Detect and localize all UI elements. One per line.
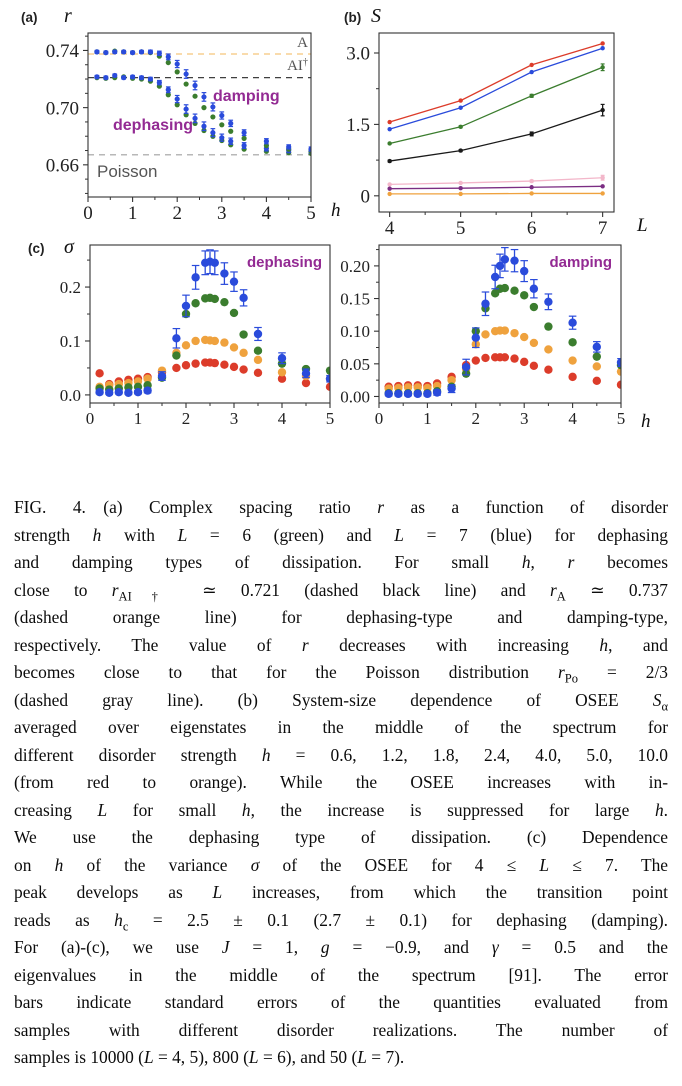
series-a-1 (94, 73, 313, 154)
data-point (211, 259, 219, 267)
data-point (530, 285, 538, 293)
panel-label-a: (a) (21, 10, 38, 25)
data-point (220, 298, 228, 306)
x-axis-title-c2: h (641, 411, 651, 432)
caption-line: samples is 10000 (L = 4, 5), 800 (L = 6), and 50 (L = 7). (14, 1047, 405, 1067)
caption-line: respectively. The value of r decreases with increasing h, and (14, 634, 668, 655)
data-point (462, 363, 470, 371)
data-point (458, 148, 462, 152)
svg-text:0.15: 0.15 (340, 289, 370, 309)
x-axis-title-a: h (331, 200, 341, 221)
data-point (254, 369, 262, 377)
data-point (510, 329, 518, 337)
svg-text:3: 3 (217, 202, 227, 224)
data-point (529, 191, 533, 195)
data-point (228, 139, 233, 144)
data-point (210, 114, 215, 119)
data-point (182, 302, 190, 310)
data-point (201, 124, 206, 129)
x-axis-title-b: L (637, 215, 648, 236)
data-point (491, 273, 499, 281)
data-point (593, 362, 601, 370)
data-point (593, 352, 601, 360)
data-point (600, 65, 604, 69)
svg-text:3: 3 (519, 409, 529, 428)
caption-line: bars indicate standard errors of the quantities evaluated from (14, 992, 668, 1012)
data-point (121, 49, 126, 54)
data-point (172, 334, 180, 342)
caption-line: strength h with L = 6 (green) and L = 7 (blue) for dephasing (14, 524, 668, 545)
y-axis-title-a: r (64, 5, 72, 27)
svg-text:0.1: 0.1 (59, 331, 81, 351)
svg-text:0.10: 0.10 (340, 322, 370, 342)
panel-label-b: (b) (344, 10, 362, 25)
data-point (172, 364, 180, 372)
data-point (242, 130, 247, 135)
data-point (568, 338, 576, 346)
y-axis-b (346, 44, 379, 208)
data-point (95, 388, 103, 396)
data-point (228, 121, 233, 126)
svg-text:0: 0 (85, 409, 95, 428)
data-point (387, 120, 391, 124)
data-point (387, 159, 391, 163)
data-point (175, 96, 180, 101)
data-point (103, 50, 108, 55)
data-point (529, 185, 533, 189)
data-point (157, 51, 162, 56)
svg-text:0: 0 (360, 186, 370, 208)
data-point (510, 287, 518, 295)
svg-text:2: 2 (172, 202, 182, 224)
data-point (239, 365, 247, 373)
data-point (130, 74, 135, 79)
data-point (520, 358, 528, 366)
data-point (191, 337, 199, 345)
series-c1-3 (95, 250, 334, 397)
data-point (520, 333, 528, 341)
caption-line: For (a)-(c), we use J = 1, g = −0.9, and γ = 0.5 and the (14, 937, 668, 957)
data-point (112, 49, 117, 54)
caption-line: (dashed orange line) for dephasing-type and damping-type, (14, 607, 668, 627)
data-point (239, 330, 247, 338)
data-point (254, 356, 262, 364)
svg-text:0.66: 0.66 (45, 155, 79, 177)
series-a-0 (94, 74, 313, 156)
panel-b (344, 5, 648, 239)
data-point (481, 354, 489, 362)
data-point (148, 49, 153, 54)
data-point (387, 182, 391, 186)
panel-a (21, 5, 341, 224)
data-point (148, 76, 153, 81)
data-point (387, 192, 391, 196)
annotation-dephasing: dephasing (246, 254, 322, 271)
data-point (530, 339, 538, 347)
data-point (394, 390, 402, 398)
caption-line: We use the dephasing type of dissipation. (c) Dependence (14, 827, 668, 847)
plot-area-b (387, 41, 604, 196)
data-point (593, 377, 601, 385)
data-point (600, 108, 604, 112)
data-point (278, 354, 286, 362)
data-point (103, 75, 108, 80)
x-axis-c1 (86, 403, 335, 428)
svg-text:0.20: 0.20 (340, 256, 370, 276)
annotation-AI: AI† (287, 57, 308, 74)
y-axis-title-c1: σ (64, 236, 74, 258)
data-point (501, 255, 509, 263)
data-point (529, 70, 533, 74)
data-point (423, 390, 431, 398)
data-point (529, 63, 533, 67)
data-point (139, 75, 144, 80)
data-point (433, 388, 441, 396)
data-point (600, 191, 604, 195)
data-point (201, 94, 206, 99)
data-point (219, 122, 224, 127)
svg-text:1: 1 (127, 202, 138, 224)
caption-line: becomes close to that for the Poisson distribution $r_{Po} = 2/3$ (14, 662, 668, 686)
svg-text:0: 0 (83, 202, 93, 224)
data-point (192, 83, 197, 88)
data-point (239, 349, 247, 357)
data-point (112, 73, 117, 78)
annotation-damping: damping (549, 254, 612, 271)
caption-line: FIG. 4. (a) Complex spacing ratio r as a function of disorder (14, 497, 668, 517)
x-axis-a (83, 197, 316, 224)
data-point (254, 330, 262, 338)
svg-text:5: 5 (455, 217, 466, 239)
data-point (191, 359, 199, 367)
data-point (184, 71, 189, 76)
data-point (458, 125, 462, 129)
data-point (175, 61, 180, 66)
data-point (211, 295, 219, 303)
data-point (568, 373, 576, 381)
data-point (568, 356, 576, 364)
svg-text:4: 4 (261, 202, 272, 224)
svg-text:1: 1 (133, 409, 143, 428)
caption-line: (from red to orange). While the OSEE increases with in- (14, 772, 668, 792)
data-point (184, 106, 189, 111)
figure-4-plots (0, 0, 682, 460)
svg-text:0.2: 0.2 (59, 278, 81, 298)
svg-text:0.74: 0.74 (45, 41, 79, 63)
data-point (458, 181, 462, 185)
caption-line: (dashed gray line). (b) System-size dependence of OSEE $S_\alpha$ (14, 689, 668, 713)
data-point (544, 322, 552, 330)
data-point (166, 54, 171, 59)
svg-text:4: 4 (277, 409, 287, 428)
data-point (192, 116, 197, 121)
series-b-5 (387, 184, 604, 191)
data-point (520, 267, 528, 275)
svg-text:0.00: 0.00 (340, 387, 370, 407)
svg-text:3.0: 3.0 (346, 43, 370, 65)
data-point (600, 46, 604, 50)
data-point (593, 343, 601, 351)
data-point (529, 132, 533, 136)
data-point (501, 353, 509, 361)
data-point (182, 361, 190, 369)
data-point (201, 105, 206, 110)
series-b-4 (387, 175, 604, 186)
data-point (219, 113, 224, 118)
data-point (220, 269, 228, 277)
annotation-A: A (297, 35, 308, 51)
x-axis-c2 (375, 403, 626, 428)
data-point (544, 345, 552, 353)
svg-text:6: 6 (526, 217, 537, 239)
data-point (600, 184, 604, 188)
data-point (219, 135, 224, 140)
data-point (210, 130, 215, 135)
data-point (184, 81, 189, 86)
data-point (387, 186, 391, 190)
data-point (544, 366, 552, 374)
data-point (230, 363, 238, 371)
data-point (230, 277, 238, 285)
plot-area-a (88, 49, 314, 156)
svg-text:0.70: 0.70 (45, 98, 79, 120)
svg-text:1: 1 (423, 409, 432, 428)
data-point (414, 390, 422, 398)
data-point (458, 186, 462, 190)
caption-line: eigenvalues in the middle of the spectrum [91]. The error (14, 964, 668, 985)
data-point (211, 337, 219, 345)
svg-text:2: 2 (181, 409, 191, 428)
annotation-Poisson: Poisson (97, 162, 158, 181)
series-a-3 (94, 49, 313, 151)
data-point (278, 368, 286, 376)
svg-text:0.0: 0.0 (59, 385, 81, 405)
data-point (175, 69, 180, 74)
data-point (139, 49, 144, 54)
data-point (520, 291, 528, 299)
data-point (501, 284, 509, 292)
data-point (124, 389, 132, 397)
data-point (481, 330, 489, 338)
data-point (220, 361, 228, 369)
data-point (264, 139, 269, 144)
svg-text:0: 0 (374, 409, 384, 428)
data-point (472, 334, 480, 342)
data-point (242, 136, 247, 141)
svg-text:3: 3 (229, 409, 239, 428)
panel-c1 (28, 236, 334, 428)
data-point (172, 351, 180, 359)
svg-text:5: 5 (616, 409, 626, 428)
series-c2-2 (384, 284, 625, 398)
svg-text:5: 5 (306, 202, 316, 224)
figure-caption (14, 494, 668, 1072)
data-point (458, 106, 462, 110)
data-point (191, 273, 199, 281)
data-point (286, 144, 291, 149)
svg-text:5: 5 (325, 409, 335, 428)
data-point (94, 74, 99, 79)
data-point (134, 388, 142, 396)
data-point (387, 141, 391, 145)
data-point (210, 104, 215, 109)
svg-text:7: 7 (597, 217, 608, 239)
data-point (220, 338, 228, 346)
data-point (600, 176, 604, 180)
data-point (239, 294, 247, 302)
data-point (143, 386, 151, 394)
data-point (192, 94, 197, 99)
panel-c2 (340, 245, 650, 432)
caption-line: and damping types of dissipation. For small h, r becomes (14, 552, 668, 572)
svg-text:4: 4 (384, 217, 395, 239)
svg-text:4: 4 (568, 409, 577, 428)
series-b-6 (387, 191, 604, 196)
data-point (115, 388, 123, 396)
data-point (530, 303, 538, 311)
panel-label-c1: (c) (28, 241, 45, 256)
annotation-dephasing: dephasing (113, 117, 194, 134)
data-point (529, 94, 533, 98)
data-point (458, 192, 462, 196)
data-point (121, 75, 126, 80)
caption-line: averaged over eigenstates in the middle of the spectrum for (14, 717, 668, 737)
annotation-damping: damping (213, 88, 280, 105)
data-point (384, 390, 392, 398)
data-point (501, 326, 509, 334)
y-axis-title-b: S (371, 5, 381, 27)
data-point (254, 346, 262, 354)
data-point (242, 143, 247, 148)
caption-line: reads as $h_c = 2.5 \pm 0.1$ (2.7 ± 0.1) for dephasing (damping). (14, 909, 668, 933)
series-b-1 (387, 46, 604, 131)
axes-box-b (379, 33, 614, 212)
caption-line: samples with different disorder realizations. The number of (14, 1019, 668, 1040)
data-point (166, 60, 171, 65)
caption-line: creasing L for small h, the increase is suppressed for large h. (14, 799, 668, 820)
data-point (472, 356, 480, 364)
data-point (230, 309, 238, 317)
data-point (510, 256, 518, 264)
y-axis-c1 (60, 260, 90, 405)
data-point (404, 390, 412, 398)
data-point (529, 179, 533, 183)
data-point (530, 362, 538, 370)
data-point (105, 389, 113, 397)
caption-line: close to $r_{AI\dagger}$ ≃ 0.721 (dashed black line) and $r_A$ ≃ 0.737 (14, 579, 668, 603)
svg-text:1.5: 1.5 (346, 115, 370, 137)
data-point (230, 343, 238, 351)
data-point (95, 369, 103, 377)
data-point (458, 98, 462, 102)
svg-text:0.05: 0.05 (340, 354, 370, 374)
y-axis-c2 (340, 250, 379, 407)
data-point (158, 372, 166, 380)
caption-line: peak develops as L increases, from which the transition point (14, 882, 668, 902)
data-point (228, 129, 233, 134)
x-axis-b (385, 212, 607, 239)
data-point (94, 49, 99, 54)
caption-line: different disorder strength h = 0.6, 1.2, 1.8, 2.4, 4.0, 5.0, 10.0 (14, 744, 668, 765)
caption-line: on h of the variance σ of the OSEE for 4 ≤ L ≤ 7. The (14, 854, 668, 875)
data-point (166, 87, 171, 92)
data-point (211, 359, 219, 367)
data-point (130, 50, 135, 55)
data-point (302, 369, 310, 377)
data-point (544, 298, 552, 306)
data-point (600, 41, 604, 45)
data-point (447, 384, 455, 392)
y-axis-a (46, 36, 88, 193)
plot-area-c1 (95, 250, 334, 397)
svg-text:2: 2 (471, 409, 481, 428)
data-point (157, 80, 162, 85)
data-point (481, 300, 489, 308)
data-point (191, 299, 199, 307)
series-b-2 (387, 64, 604, 146)
data-point (510, 354, 518, 362)
data-point (568, 318, 576, 326)
data-point (182, 341, 190, 349)
data-point (387, 127, 391, 131)
